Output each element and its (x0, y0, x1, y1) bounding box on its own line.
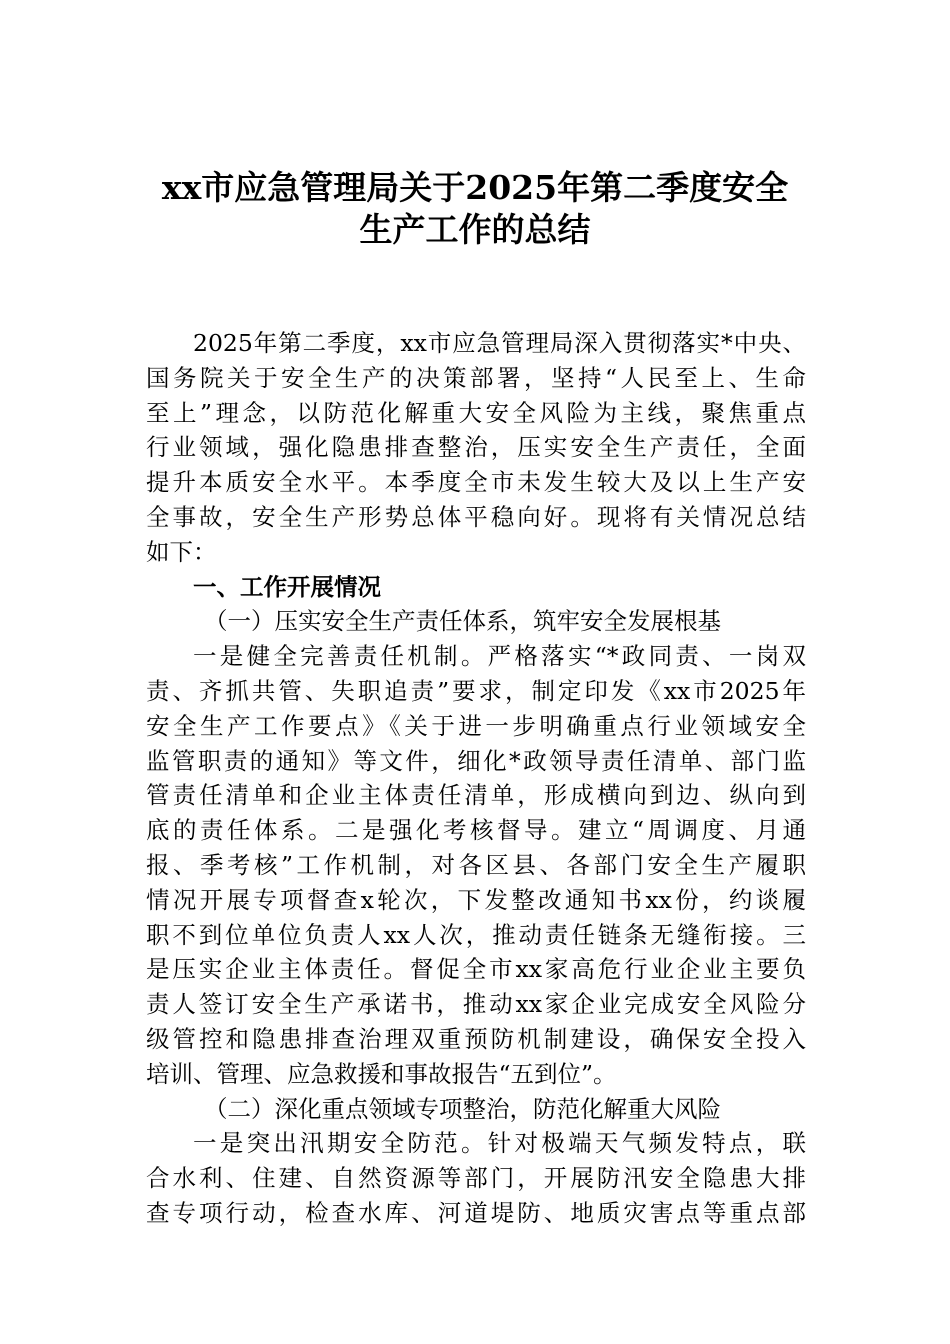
intro-line: 全事故，安全生产形势总体平稳向好。现将有关情况总结 (146, 502, 806, 531)
paragraph-line: 一是突出汛期安全防范。针对极端天气频发特点，联 (193, 1129, 806, 1158)
section-heading-level-2: （二）深化重点领域专项整治，防范化解重大风险 (204, 1094, 721, 1123)
document-title-line-1: xx市应急管理局关于2025年第二季度安全 (161, 168, 789, 207)
intro-line: 行业领域，强化隐患排查整治，压实安全生产责任，全面 (146, 433, 806, 462)
paragraph-line: 级管控和隐患排查治理双重预防机制建设，确保安全投入 (146, 1024, 806, 1053)
paragraph-line: 底的责任体系。二是强化考核督导。建立“周调度、月通 (146, 816, 806, 845)
intro-line: 国务院关于安全生产的决策部署，坚持“人民至上、生命 (146, 363, 806, 392)
section-heading-level-2: （一）压实安全生产责任体系，筑牢安全发展根基 (204, 607, 721, 636)
section-heading-level-1: 一、工作开展情况 (193, 572, 381, 601)
intro-line: 2025年第二季度，xx市应急管理局深入贯彻落实*中央、 (193, 329, 806, 357)
paragraph-line: 管责任清单和企业主体责任清单，形成横向到边、纵向到 (146, 781, 806, 810)
intro-line: 如下： (146, 537, 217, 566)
document-title-line-2: 生产工作的总结 (359, 210, 591, 249)
paragraph-line: 责、齐抓共管、失职追责”要求，制定印发《xx市2025年 (146, 676, 806, 705)
paragraph-line: 报、季考核”工作机制，对各区县、各部门安全生产履职 (146, 850, 806, 879)
paragraph-line: 情况开展专项督查x轮次，下发整改通知书xx份，约谈履 (146, 885, 806, 914)
paragraph-line: 一是健全完善责任机制。严格落实“*政同责、一岗双 (193, 642, 806, 671)
intro-line: 至上”理念，以防范化解重大安全风险为主线，聚焦重点 (146, 398, 806, 427)
paragraph-line: 监管职责的通知》等文件，细化*政领导责任清单、部门监 (146, 746, 806, 775)
paragraph-line: 合水利、住建、自然资源等部门，开展防汛安全隐患大排 (146, 1164, 806, 1193)
paragraph-line: 查专项行动，检查水库、河道堤防、地质灾害点等重点部 (146, 1198, 806, 1227)
paragraph-line: 是压实企业主体责任。督促全市xx家高危行业企业主要负 (146, 955, 806, 984)
paragraph-line: 培训、管理、应急救援和事故报告“五到位”。 (146, 1059, 617, 1088)
intro-line: 提升本质安全水平。本季度全市未发生较大及以上生产安 (146, 468, 806, 497)
document-body (146, 326, 806, 1231)
paragraph-line: 安全生产工作要点》《关于进一步明确重点行业领域安全 (146, 711, 806, 740)
paragraph-line: 职不到位单位负责人xx人次，推动责任链条无缝衔接。三 (146, 920, 806, 949)
paragraph-line: 责人签订安全生产承诺书，推动xx家企业完成安全风险分 (146, 990, 806, 1019)
